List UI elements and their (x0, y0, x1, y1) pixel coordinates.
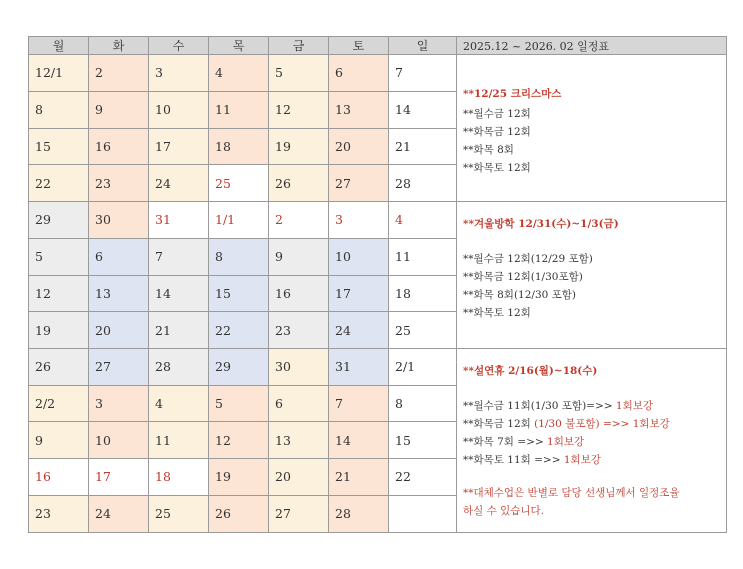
date-cell: 29 (29, 202, 89, 239)
date-cell: 17 (329, 275, 389, 312)
date-cell: 22 (389, 459, 457, 496)
note-jan-line-1: **월수금 12회(12/29 포함) (463, 253, 593, 265)
date-cell: 8 (29, 91, 89, 128)
date-cell: 15 (29, 128, 89, 165)
note-feb-holiday: **설연휴 2/16(월)~18(수) (463, 365, 598, 377)
date-cell: 3 (329, 202, 389, 239)
notes-cell (457, 55, 727, 202)
note-feb-line-4 (463, 452, 601, 467)
date-cell: 26 (269, 165, 329, 202)
date-cell: 24 (149, 165, 209, 202)
date-cell: 15 (389, 422, 457, 459)
date-cell: 13 (269, 422, 329, 459)
date-cell: 25 (149, 495, 209, 532)
date-cell: 27 (269, 495, 329, 532)
date-cell: 5 (269, 55, 329, 92)
date-cell: 20 (329, 128, 389, 165)
weekday-sun: 일 (389, 37, 457, 55)
date-cell: 23 (89, 165, 149, 202)
date-cell: 20 (89, 312, 149, 349)
date-cell: 2/2 (29, 385, 89, 422)
note-dec-line-3: **화목 8회 (463, 144, 514, 156)
date-cell: 25 (209, 165, 269, 202)
date-cell: 8 (209, 238, 269, 275)
weekday-fri: 금 (269, 37, 329, 55)
week-row (29, 55, 727, 92)
date-cell: 30 (269, 349, 329, 386)
note-feb-line-1-makeup: 1회보강 (615, 400, 654, 412)
date-cell: 12 (269, 91, 329, 128)
notes-december (457, 55, 726, 201)
date-cell: 15 (209, 275, 269, 312)
note-feb-substitute-1: **대체수업은 반별로 담당 선생님께서 일정조율 (463, 487, 680, 499)
note-jan-line-4: **화목토 12회 (463, 307, 531, 319)
date-cell: 9 (269, 238, 329, 275)
date-cell: 6 (269, 385, 329, 422)
date-cell: 14 (389, 91, 457, 128)
date-cell: 21 (329, 459, 389, 496)
note-dec-line-1: **월수금 12회 (463, 108, 531, 120)
date-cell: 20 (269, 459, 329, 496)
date-cell: 16 (29, 459, 89, 496)
date-cell: 22 (209, 312, 269, 349)
date-cell: 19 (209, 459, 269, 496)
date-cell: 4 (389, 202, 457, 239)
note-feb-line-3 (463, 434, 584, 449)
notes-cell (457, 202, 727, 349)
note-feb-line-3-text: **화목 7회 =>> (463, 436, 548, 448)
note-feb-line-4-makeup: 1회보강 (563, 454, 601, 466)
date-cell: 18 (149, 459, 209, 496)
date-cell: 21 (389, 128, 457, 165)
weekday-wed: 수 (149, 37, 209, 55)
date-cell: 14 (149, 275, 209, 312)
date-cell: 11 (389, 238, 457, 275)
date-cell: 11 (149, 422, 209, 459)
date-cell: 16 (269, 275, 329, 312)
date-cell: 12 (209, 422, 269, 459)
date-cell: 18 (209, 128, 269, 165)
date-cell: 24 (89, 495, 149, 532)
date-cell: 14 (329, 422, 389, 459)
date-cell: 19 (29, 312, 89, 349)
date-cell: 17 (89, 459, 149, 496)
note-jan-line-2: **화목금 12회(1/30포함) (463, 271, 583, 283)
date-cell: 13 (89, 275, 149, 312)
schedule-table (28, 36, 727, 533)
date-cell: 18 (389, 275, 457, 312)
date-cell: 26 (29, 349, 89, 386)
date-cell: 28 (389, 165, 457, 202)
date-cell: 30 (89, 202, 149, 239)
date-cell: 28 (149, 349, 209, 386)
date-cell: 6 (89, 238, 149, 275)
date-cell: 1/1 (209, 202, 269, 239)
date-cell: 7 (329, 385, 389, 422)
date-cell: 17 (149, 128, 209, 165)
header-row (29, 37, 727, 55)
weekday-thu: 목 (209, 37, 269, 55)
date-cell: 4 (209, 55, 269, 92)
date-cell: 31 (329, 349, 389, 386)
date-cell: 10 (89, 422, 149, 459)
note-feb-line-2 (463, 416, 670, 431)
date-cell: 22 (29, 165, 89, 202)
date-cell: 6 (329, 55, 389, 92)
date-cell: 12 (29, 275, 89, 312)
note-jan-holiday: **겨울방학 12/31(수)~1/3(금) (463, 218, 619, 230)
notes-january (457, 202, 726, 348)
date-cell: 8 (389, 385, 457, 422)
date-cell: 27 (89, 349, 149, 386)
date-cell: 16 (89, 128, 149, 165)
date-cell: 5 (29, 238, 89, 275)
note-dec-line-4: **화목토 12회 (463, 162, 531, 174)
note-dec-line-2: **화목금 12회 (463, 126, 531, 138)
date-cell: 12/1 (29, 55, 89, 92)
schedule-title: 2025.12 ~ 2026. 02 일정표 (457, 37, 727, 55)
date-cell: 29 (209, 349, 269, 386)
date-cell (389, 495, 457, 532)
date-cell: 2/1 (389, 349, 457, 386)
date-cell: 23 (269, 312, 329, 349)
date-cell: 9 (29, 422, 89, 459)
date-cell: 11 (209, 91, 269, 128)
notes-cell (457, 349, 727, 533)
date-cell: 27 (329, 165, 389, 202)
date-cell: 19 (269, 128, 329, 165)
note-feb-line-2-text: **화목금 12회 (463, 418, 535, 430)
date-cell: 9 (89, 91, 149, 128)
date-cell: 4 (149, 385, 209, 422)
date-cell: 10 (149, 91, 209, 128)
date-cell: 28 (329, 495, 389, 532)
date-cell: 7 (149, 238, 209, 275)
weekday-tue: 화 (89, 37, 149, 55)
date-cell: 7 (389, 55, 457, 92)
date-cell: 26 (209, 495, 269, 532)
date-cell: 2 (89, 55, 149, 92)
date-cell: 2 (269, 202, 329, 239)
date-cell: 3 (89, 385, 149, 422)
note-dec-holiday: **12/25 크리스마스 (463, 88, 562, 100)
date-cell: 3 (149, 55, 209, 92)
date-cell: 5 (209, 385, 269, 422)
note-jan-line-3: **화목 8회(12/30 포함) (463, 289, 577, 301)
note-feb-line-1-text: **월수금 11회(1/30 포함)=>> (463, 400, 616, 412)
note-feb-line-3-makeup: 1회보강 (547, 436, 585, 448)
week-row (29, 202, 727, 239)
date-cell: 13 (329, 91, 389, 128)
date-cell: 21 (149, 312, 209, 349)
weekday-mon: 월 (29, 37, 89, 55)
note-feb-line-2-makeup: (1/30 불포함) =>> 1회보강 (534, 418, 670, 430)
week-row (29, 349, 727, 386)
date-cell: 23 (29, 495, 89, 532)
date-cell: 31 (149, 202, 209, 239)
weekday-sat: 토 (329, 37, 389, 55)
note-feb-line-4-text: **화목토 11회 =>> (463, 454, 564, 466)
date-cell: 24 (329, 312, 389, 349)
note-feb-line-1 (463, 398, 653, 413)
date-cell: 10 (329, 238, 389, 275)
note-feb-substitute-2: 하실 수 있습니다. (463, 505, 545, 517)
date-cell: 25 (389, 312, 457, 349)
notes-february (457, 349, 726, 532)
